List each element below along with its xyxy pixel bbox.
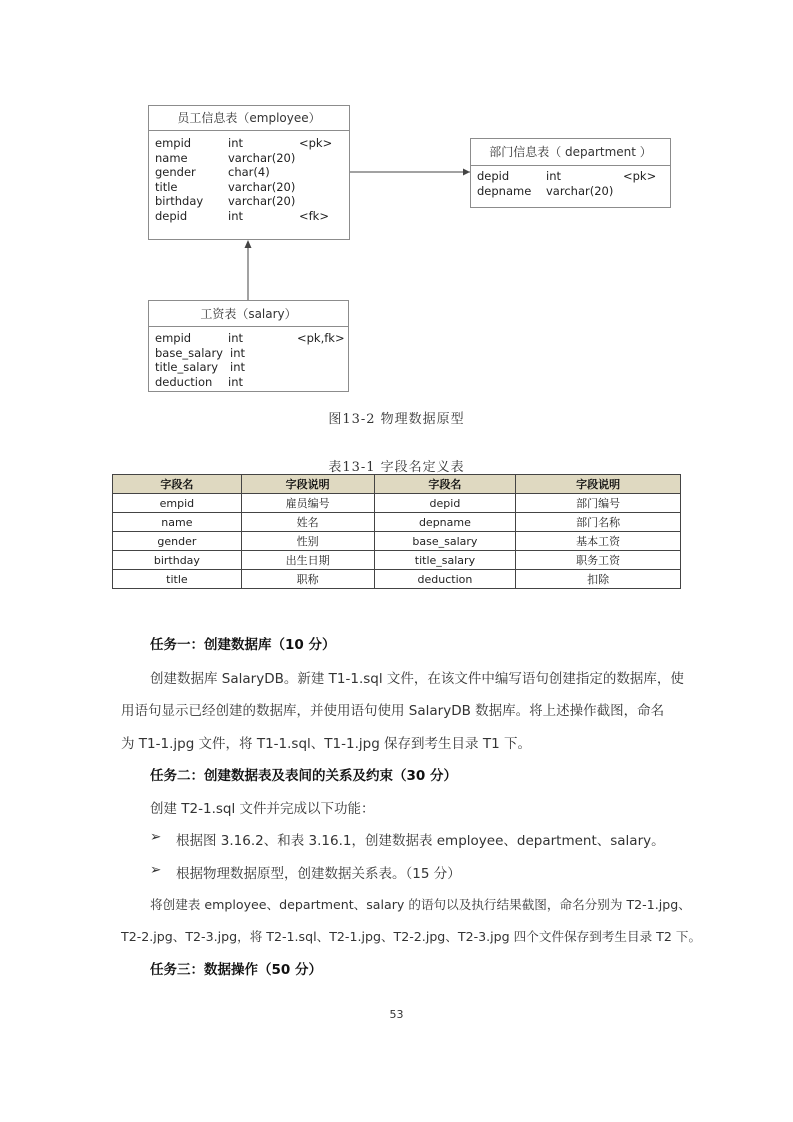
table-cell: gender [113, 532, 242, 551]
field-type: int [546, 169, 561, 183]
table-header-row [113, 475, 681, 494]
table-row [113, 551, 681, 570]
salary-field-row [149, 331, 348, 346]
field-type: int [228, 136, 243, 150]
department-entity [470, 138, 671, 208]
field-key: <pk> [623, 169, 657, 183]
field-name: title_salary [155, 360, 219, 374]
table-cell: 基本工资 [516, 532, 681, 551]
bullet-arrow-icon: ➢ [150, 862, 162, 878]
field-name: depid [477, 169, 510, 183]
table-row [113, 532, 681, 551]
employee-field-row [149, 194, 349, 209]
table-caption: 表13-1 字段名定义表 [328, 460, 465, 475]
field-type: int [230, 360, 245, 374]
table-cell: depid [374, 494, 516, 513]
task2-bullet-item: 根据物理数据原型，创建数据关系表。（15 分） [176, 866, 461, 882]
table-cell: 职务工资 [516, 551, 681, 570]
field-name: name [155, 150, 188, 165]
task2-heading: 任务二：创建数据表及表间的关系及约束（30 分） [150, 768, 457, 784]
field-type: varchar(20) [228, 150, 296, 165]
field-name: empid [155, 136, 192, 150]
task3-heading: 任务三：数据操作（50 分） [150, 962, 322, 978]
field-type: char(4) [228, 165, 270, 179]
table-cell: birthday [113, 551, 242, 570]
task1-heading: 任务一：创建数据库（10 分） [150, 637, 336, 653]
employee-field-row [149, 209, 349, 224]
field-key: <pk> [299, 136, 333, 150]
field-name: title [155, 179, 178, 194]
task2-paragraph-line: T2-2.jpg、T2-3.jpg，将 T2-1.sql、T2-1.jpg、T2-2.jpg、T2-3.jpg 四个文件保存到考生目录 T2 下。 [121, 929, 702, 944]
table-cell: title_salary [374, 551, 516, 570]
employee-field-row [149, 180, 349, 195]
table-row [113, 513, 681, 532]
field-type: int [228, 331, 243, 345]
department-field-row [471, 169, 670, 184]
table-cell: 部门编号 [516, 494, 681, 513]
employee-field-row [149, 151, 349, 166]
bullet-arrow-icon: ➢ [150, 829, 162, 845]
table-cell: deduction [374, 570, 516, 589]
field-name: empid [155, 331, 192, 345]
table-cell: empid [113, 494, 242, 513]
task2-paragraph-line: 将创建表 employee、department、salary 的语句以及执行结果截图，命名分别为 T2-1.jpg、 [150, 897, 691, 912]
field-type: varchar(20) [228, 179, 296, 194]
table-cell: 出生日期 [241, 551, 374, 570]
table-cell: 部门名称 [516, 513, 681, 532]
department-field-row [471, 184, 670, 199]
table-row [113, 570, 681, 589]
column-header: 字段说明 [241, 475, 374, 494]
table-cell: name [113, 513, 242, 532]
task2-paragraph-line: 创建 T2-1.sql 文件并完成以下功能： [150, 801, 375, 817]
salary-field-row [149, 346, 348, 361]
task1-paragraph-line: 用语句显示已经创建的数据库，并使用语句使用 SalaryDB 数据库。将上述操作截图，命名 [121, 703, 665, 719]
table-cell: 职称 [241, 570, 374, 589]
table-cell: depname [374, 513, 516, 532]
department-entity-title: 部门信息表（ department ） [471, 139, 670, 166]
table-cell: title [113, 570, 242, 589]
table-cell: 姓名 [241, 513, 374, 532]
table-row [113, 494, 681, 513]
salary-entity-title: 工资表（salary） [149, 301, 348, 327]
field-name: depid [155, 208, 188, 223]
field-type: int [228, 374, 243, 389]
field-key: <pk,fk> [297, 331, 345, 345]
field-name: deduction [155, 374, 213, 389]
relationship-lines [0, 0, 793, 420]
field-type: int [228, 208, 243, 223]
salary-field-row [149, 375, 348, 390]
employee-entity [148, 105, 350, 240]
field-type: int [230, 345, 245, 360]
table-cell: 扣除 [516, 570, 681, 589]
column-header: 字段说明 [516, 475, 681, 494]
column-header: 字段名 [374, 475, 516, 494]
field-type: varchar(20) [228, 194, 296, 208]
page-number: 53 [389, 1008, 404, 1021]
table-cell: 性别 [241, 532, 374, 551]
task1-paragraph-line: 创建数据库 SalaryDB。新建 T1-1.sql 文件，在该文件中编写语句创建指定的数据库，使 [150, 671, 684, 687]
table-cell: base_salary [374, 532, 516, 551]
field-type: varchar(20) [546, 183, 614, 198]
column-header: 字段名 [113, 475, 242, 494]
task2-bullet-item: 根据图 3.16.2、和表 3.16.1，创建数据表 employee、department、salary。 [176, 833, 665, 849]
field-key: <fk> [299, 208, 329, 223]
employee-field-row [149, 165, 349, 180]
task1-paragraph-line: 为 T1-1.jpg 文件，将 T1-1.sql、T1-1.jpg 保存到考生目录 T1 下。 [121, 736, 531, 752]
field-definition-table [112, 474, 681, 589]
field-name: gender [155, 165, 196, 179]
salary-field-row [149, 360, 348, 375]
employee-entity-title: 员工信息表（employee） [149, 106, 349, 131]
table-cell: 雇员编号 [241, 494, 374, 513]
field-name: depname [477, 183, 532, 198]
salary-entity [148, 300, 349, 392]
field-name: base_salary [155, 345, 223, 360]
figure-caption: 图13-2 物理数据原型 [328, 412, 465, 427]
field-name: birthday [155, 194, 204, 208]
employee-field-row [149, 136, 349, 151]
